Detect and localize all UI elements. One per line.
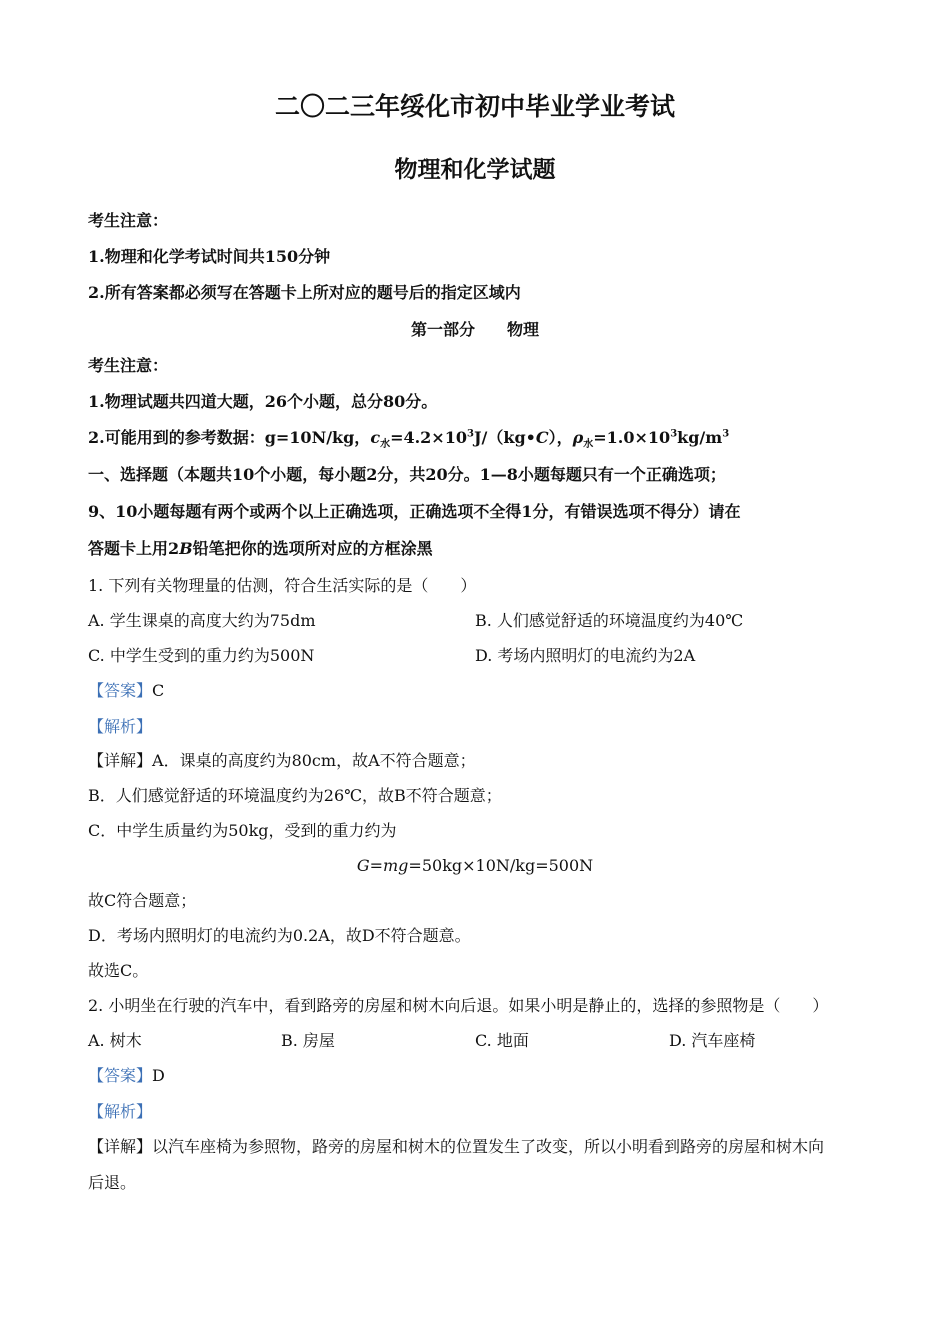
question-1-detail-c2: 故C符合题意； xyxy=(88,891,197,910)
formula-mg: mg xyxy=(383,856,409,875)
detail-text: 以汽车座椅为参照物，路旁的房屋和树木的位置发生了改变，所以小明看到路旁的房屋和树木向 xyxy=(152,1137,825,1156)
notice-item-2: 2.所有答案都必须写在答题卡上所对应的题号后的指定区域内 xyxy=(88,283,521,302)
detail-text: A．课桌的高度约为80cm，故A不符合题意； xyxy=(152,751,476,770)
question-2-option-b: B. 房屋 xyxy=(281,1031,335,1050)
question-2-stem: 2. 小明坐在行驶的汽车中，看到路旁的房屋和树木向后退。如果小明是静止的，选择的参照物是（ ） xyxy=(88,996,829,1015)
physics-notice-item-1: 1.物理试题共四道大题，26个小题，总分80分。 xyxy=(88,392,438,411)
question-1-option-b: B. 人们感觉舒适的环境温度约为40℃ xyxy=(475,611,744,630)
specific-heat-unit: J/（kg• xyxy=(473,428,536,447)
density-exponent: 3 xyxy=(670,428,678,440)
question-2-analysis-label: 【解析】 xyxy=(88,1102,153,1121)
part-heading: 第一部分 物理 xyxy=(410,320,539,339)
physics-notice-item-2 xyxy=(88,427,729,449)
density-unit-exponent: 3 xyxy=(722,428,730,440)
question-1-conclusion: 故选C。 xyxy=(88,961,149,980)
formula-equals: = xyxy=(369,856,383,875)
section-1-instructions-line-1: 一、选择题（本题共10个小题，每小题2分，共20分。1—8小题每题只有一个正确选项； xyxy=(88,465,726,484)
question-1-detail-c: C．中学生质量约为50kg，受到的重力约为 xyxy=(88,821,397,840)
notice-item-1: 1.物理和化学考试时间共150分钟 xyxy=(88,247,331,266)
detail-label: 【详解】 xyxy=(88,1137,153,1156)
answer-label: 【答案】 xyxy=(88,681,153,700)
specific-heat-symbol: c xyxy=(370,428,381,447)
question-1-answer xyxy=(88,680,164,702)
question-1-formula xyxy=(0,855,950,877)
section-1-instructions-line-3 xyxy=(88,538,433,560)
notice-heading: 考生注意： xyxy=(88,211,169,230)
reference-data-prefix: 2.可能用到的参考数据：g=10N/kg， xyxy=(88,428,371,447)
density-unit: kg/m xyxy=(677,428,723,447)
specific-heat-exponent: 3 xyxy=(466,428,474,440)
question-2-detail-line-2: 后退。 xyxy=(88,1173,137,1192)
instructions-text: 答题卡上用2 xyxy=(88,539,180,558)
question-1-detail-b: B．人们感觉舒适的环境温度约为26℃，故B不符合题意； xyxy=(88,786,502,805)
answer-value: C xyxy=(152,681,165,700)
formula-g: G xyxy=(356,856,370,875)
question-1-option-a: A. 学生课桌的高度大约为75dm xyxy=(88,611,316,630)
question-1-option-d: D. 考场内照明灯的电流约为2A xyxy=(475,646,696,665)
specific-heat-value: =4.2×10 xyxy=(390,428,467,447)
exam-title: 二〇二三年绥化市初中毕业学业考试 xyxy=(274,92,675,121)
specific-heat-unit-c: C xyxy=(535,428,549,447)
question-1-analysis-label: 【解析】 xyxy=(88,717,153,736)
question-2-answer xyxy=(88,1065,165,1087)
exam-subtitle: 物理和化学试题 xyxy=(394,156,556,183)
question-1-detail-a xyxy=(88,750,476,772)
question-1-option-c: C. 中学生受到的重力约为500N xyxy=(88,646,315,665)
density-value: =1.0×10 xyxy=(593,428,671,447)
question-2-detail-line-1 xyxy=(88,1136,824,1158)
detail-label: 【详解】 xyxy=(88,751,153,770)
specific-heat-subscript: 水 xyxy=(380,439,391,451)
answer-value: D xyxy=(152,1066,165,1085)
question-2-option-d: D. 汽车座椅 xyxy=(669,1031,756,1050)
specific-heat-unit-end: ）， xyxy=(548,428,573,447)
question-1-detail-d: D．考场内照明灯的电流约为0.2A，故D不符合题意。 xyxy=(88,926,471,945)
question-2-option-c: C. 地面 xyxy=(475,1031,529,1050)
section-1-instructions-line-2: 9、10小题每题有两个或两个以上正确选项，正确选项不全得1分，有错误选项不得分）请在 xyxy=(88,502,741,521)
formula-result: =50kg×10N/kg=500N xyxy=(408,856,594,875)
instructions-text-end: 铅笔把你的选项所对应的方框涂黑 xyxy=(192,539,433,558)
density-subscript: 水 xyxy=(583,439,594,451)
density-symbol: ρ xyxy=(572,428,584,447)
question-1-stem: 1. 下列有关物理量的估测，符合生活实际的是（ ） xyxy=(88,576,477,595)
answer-label: 【答案】 xyxy=(88,1066,153,1085)
question-2-option-a: A. 树木 xyxy=(88,1031,142,1050)
instructions-pencil-grade: B xyxy=(179,539,193,558)
physics-notice-heading: 考生注意： xyxy=(88,356,169,375)
